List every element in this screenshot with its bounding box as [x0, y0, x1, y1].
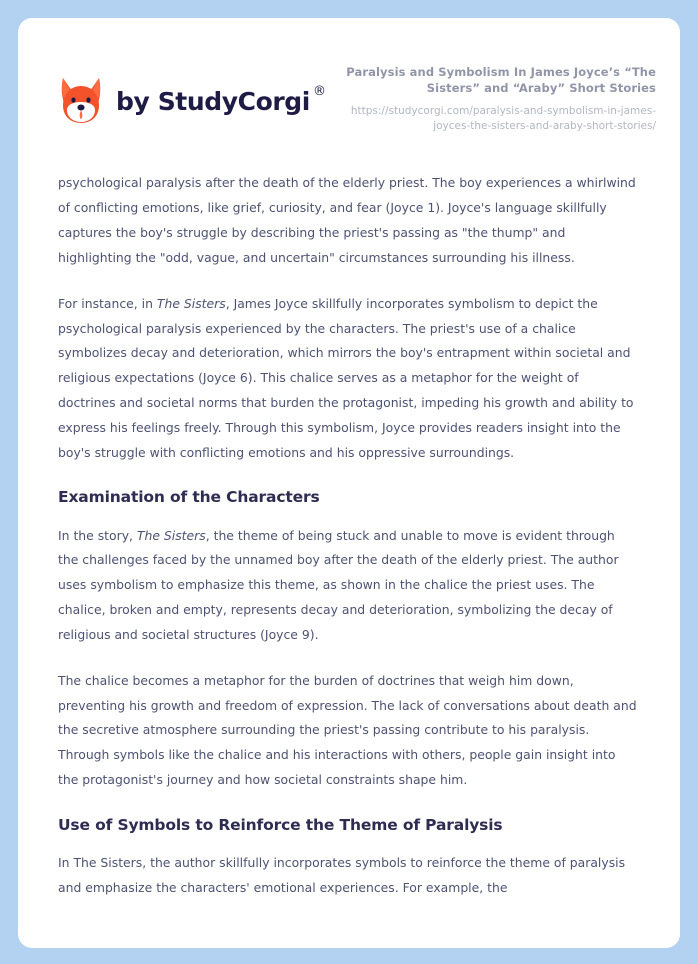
- brand-wordmark-text: by StudyCorgi: [116, 86, 310, 116]
- heading-examination-of-the-characters: Examination of the Characters: [58, 488, 320, 507]
- registered-trademark-icon: ®: [312, 83, 326, 99]
- document-content: [18, 171, 680, 900]
- paragraph-in-the-story-theme: In the story, The Sisters, the theme of being stuck and unable to move is evident through the challenges faced by the unnamed boy after the death of the elderly priest. The author uses symbolism to emphasize this theme, as shown in the chalice the priest uses. The chalice, broken and empty, represents decay and deterioration, symbolizing the decay of religious and societal structures (Joyce 9).: [58, 527, 619, 642]
- document-meta: [326, 62, 656, 133]
- paragraph-chalice-metaphor-burden: The chalice becomes a metaphor for the burden of doctrines that weigh him down, preventing his growth and freedom of expression. The lack of conversations about death and the secretive atmosphere surrounding the priest's passing contribute to his paralysis. Through symbols like the chalice and his interactions with others, people gain insight into the protagonist's journey and how societal constraints shape him.: [58, 672, 637, 787]
- document-page-card: [18, 18, 680, 948]
- source-url[interactable]: https://studycorgi.com/paralysis-and-symbolism-in-james-joyces-the-sisters-and-araby-short-stories/: [350, 104, 656, 132]
- page-title: Paralysis and Symbolism In James Joyce’s “The Sisters” and “Araby” Short Stories: [346, 65, 656, 96]
- paragraph-psychological-paralysis: psychological paralysis after the death of the elderly priest. The boy experiences a whirlwind of conflicting emotions, like grief, curiosity, and fear (Joyce 1). Joyce's language skillfully captures the boy's struggle by describing the priest's passing as "the thump" and highlighting the "odd, vague, and uncertain" circumstances surrounding his illness.: [58, 175, 636, 265]
- brand-wordmark: [116, 83, 326, 116]
- paragraph-in-the-sisters-symbols-reinforce: In The Sisters, the author skillfully incorporates symbols to reinforce the theme of paralysis and emphasize the characters' emotional experiences. For example, the: [58, 855, 626, 895]
- paragraph-for-instance-symbolism: For instance, in The Sisters, James Joyce skillfully incorporates symbolism to depict the psychological paralysis experienced by the characters. The priest's use of a chalice symbolizes decay and deterioration, which mirrors the boy's entrapment within societal and religious expectations (Joyce 6). This chalice serves as a metaphor for the weight of doctrines and societal norms that burden the protagonist, impeding his growth and ability to express his feelings freely. Through this symbolism, Joyce provides readers insight into the boy's struggle with conflicting emotions and his oppressive surroundings.: [58, 295, 634, 460]
- document-header: [18, 18, 680, 133]
- heading-use-of-symbols-to-reinforce-the-theme-of-paralysis: Use of Symbols to Reinforce the Theme of Paralysis: [58, 815, 503, 834]
- brand-logo[interactable]: [58, 62, 326, 126]
- corgi-logo-icon: [58, 76, 104, 126]
